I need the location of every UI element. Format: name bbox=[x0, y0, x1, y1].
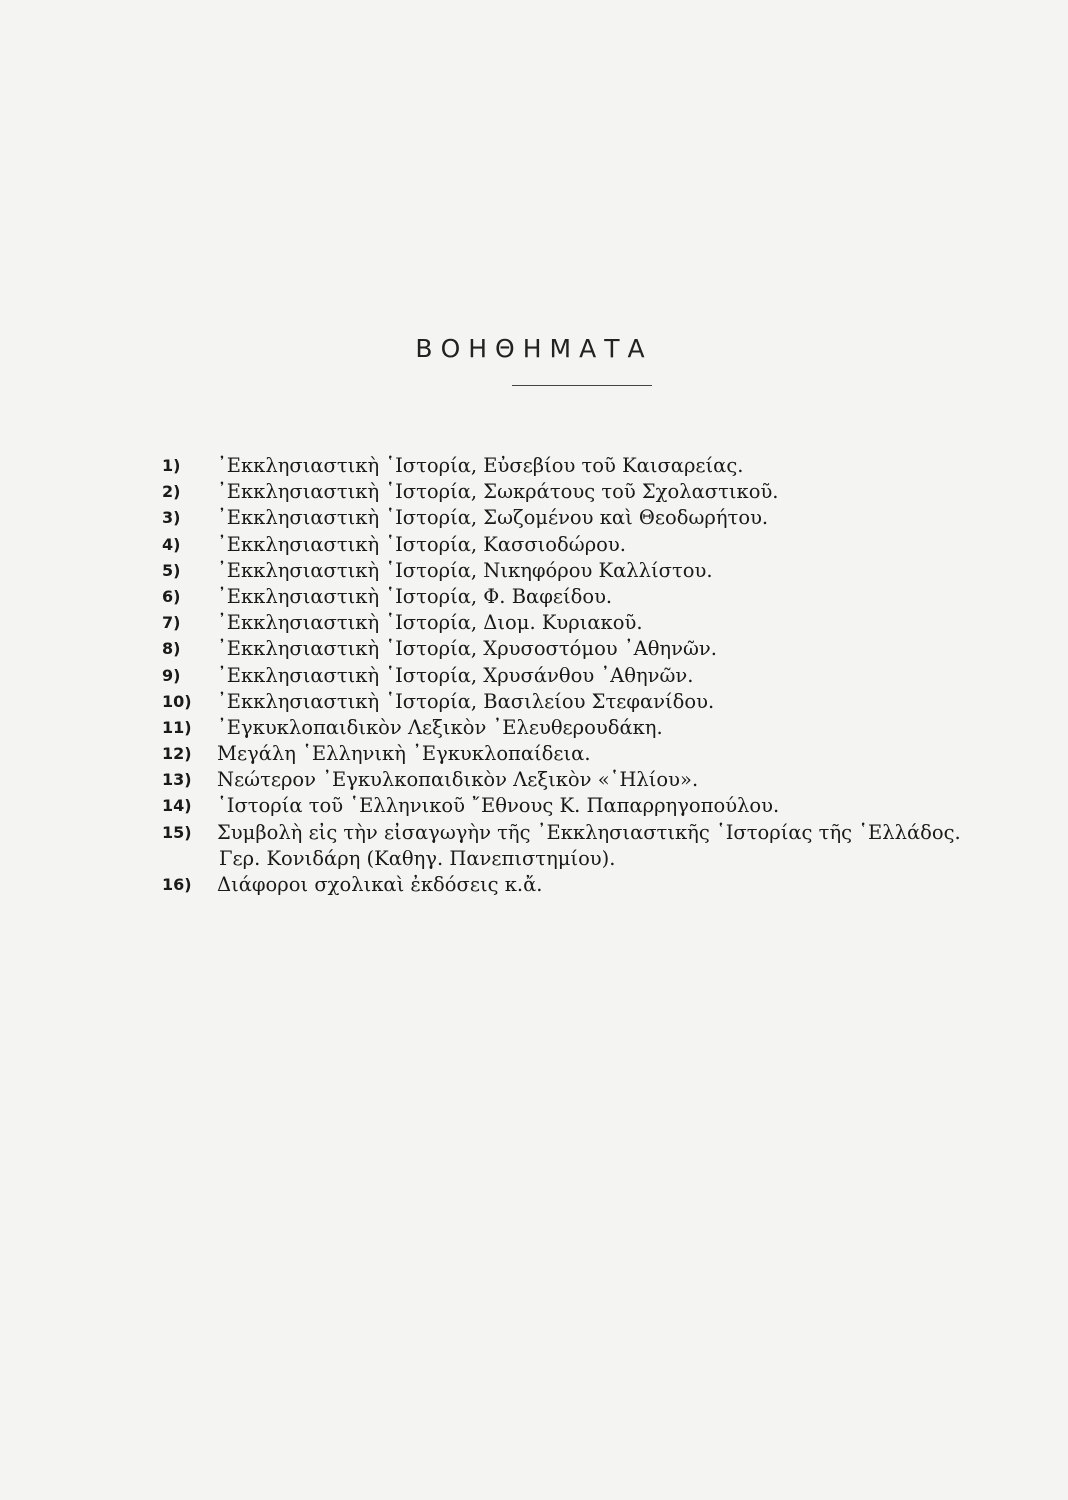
reference-text: Μεγάλη ῾Ελληνικὴ ᾿Εγκυκλοπαίδεια. bbox=[217, 742, 591, 766]
reference-text: Νεώτερον ᾿Εγκυλκοπαιδικὸν Λεξικὸν «῾Ηλίου». bbox=[217, 768, 699, 792]
reference-number: 5) bbox=[162, 560, 181, 580]
reference-item bbox=[0, 532, 1068, 558]
reference-item bbox=[0, 505, 1068, 531]
reference-item bbox=[0, 479, 1068, 505]
reference-number: 14) bbox=[162, 796, 192, 816]
reference-number: 3) bbox=[162, 508, 181, 528]
reference-text: ᾿Εκκλησιαστικὴ ῾Ιστορία, Κασσιοδώρου. bbox=[217, 532, 626, 556]
reference-text: ᾿Εκκλησιαστικὴ ῾Ιστορία, Φ. Βαφείδου. bbox=[217, 584, 613, 608]
reference-number: 12) bbox=[162, 744, 192, 764]
reference-number: 13) bbox=[162, 770, 192, 790]
reference-item bbox=[0, 689, 1068, 715]
reference-text: Γερ. Κονιδάρη (Καθηγ. Πανεπιστημίου). bbox=[219, 846, 616, 870]
reference-list bbox=[0, 453, 1068, 898]
reference-number: 7) bbox=[162, 613, 181, 633]
reference-item bbox=[0, 663, 1068, 689]
reference-item-continuation bbox=[0, 846, 1068, 872]
reference-item bbox=[0, 872, 1068, 898]
reference-text: ᾿Εκκλησιαστικὴ ῾Ιστορία, Διομ. Κυριακοῦ. bbox=[217, 611, 643, 635]
page-title: ΒΟΗΘΗΜΑΤΑ bbox=[415, 334, 653, 363]
reference-text: Διάφοροι σχολικαὶ ἐκδόσεις κ.ἄ. bbox=[217, 872, 543, 896]
title-underline bbox=[512, 385, 652, 386]
reference-item bbox=[0, 610, 1068, 636]
reference-item bbox=[0, 741, 1068, 767]
reference-number: 15) bbox=[162, 822, 192, 842]
reference-number: 1) bbox=[162, 456, 181, 475]
reference-item bbox=[0, 793, 1068, 819]
reference-text: ᾿Εκκλησιαστικὴ ῾Ιστορία, Χρυσάνθου ᾿Αθηνῶν. bbox=[217, 663, 694, 687]
reference-number: 9) bbox=[162, 665, 181, 685]
reference-item bbox=[0, 767, 1068, 793]
reference-text: ᾿Εκκλησιαστικὴ ῾Ιστορία, Νικηφόρου Καλλίστου. bbox=[217, 558, 713, 582]
reference-item bbox=[0, 820, 1068, 846]
reference-item bbox=[0, 584, 1068, 610]
reference-item bbox=[0, 715, 1068, 741]
reference-item bbox=[0, 558, 1068, 584]
reference-text: ᾿Εγκυκλοπαιδικὸν Λεξικὸν ᾿Ελευθερουδάκη. bbox=[217, 715, 663, 739]
reference-text: ᾿Εκκλησιαστικὴ ῾Ιστορία, Σωζομένου καὶ Θεοδωρήτου. bbox=[217, 506, 769, 530]
reference-item bbox=[0, 636, 1068, 662]
reference-text: ᾿Εκκλησιαστικὴ ῾Ιστορία, Εὐσεβίου τοῦ Καισαρείας. bbox=[217, 454, 744, 477]
reference-number: 11) bbox=[162, 717, 192, 737]
reference-number: 6) bbox=[162, 586, 181, 606]
reference-number: 2) bbox=[162, 482, 181, 502]
reference-item bbox=[0, 453, 1068, 479]
reference-text: ᾿Εκκλησιαστικὴ ῾Ιστορία, Βασιλείου Στεφανίδου. bbox=[217, 689, 715, 713]
reference-number: 8) bbox=[162, 639, 181, 659]
reference-text: ῾Ιστορία τοῦ ῾Ελληνικοῦ ῎Εθνους Κ. Παπαρρηγοπούλου. bbox=[217, 794, 780, 818]
reference-number: 10) bbox=[162, 691, 192, 711]
reference-number: 16) bbox=[162, 874, 192, 894]
reference-text: ᾿Εκκλησιαστικὴ ῾Ιστορία, Σωκράτους τοῦ Σχολαστικοῦ. bbox=[217, 480, 779, 504]
reference-number: 4) bbox=[162, 534, 181, 554]
reference-text: Συμβολὴ εἰς τὴν εἰσαγωγὴν τῆς ᾿Εκκλησιαστικῆς ῾Ιστορίας τῆς ῾Ελλάδος. bbox=[217, 820, 961, 844]
reference-text: ᾿Εκκλησιαστικὴ ῾Ιστορία, Χρυσοστόμου ᾿Αθηνῶν. bbox=[217, 637, 717, 661]
